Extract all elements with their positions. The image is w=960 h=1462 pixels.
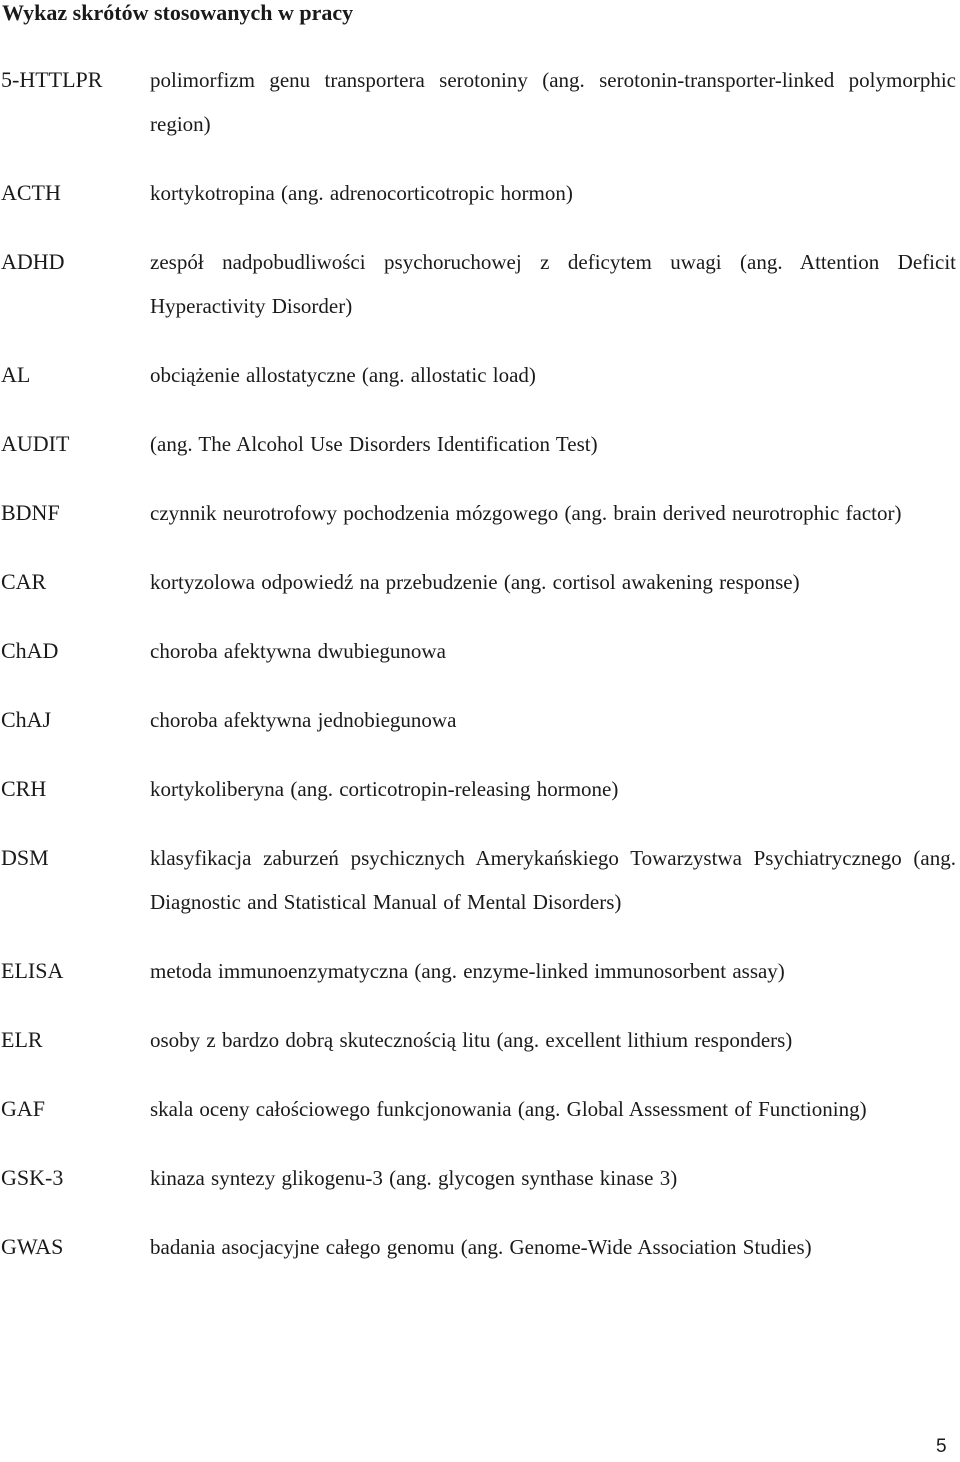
abbreviation-definition: badania asocjacyjne całego genomu (ang. Genome-Wide Association Studies): [150, 1235, 812, 1259]
abbreviation-term: GAF: [1, 1096, 46, 1121]
abbreviation-definition: choroba afektywna jednobiegunowa: [150, 708, 457, 732]
abbreviation-definition: obciążenie allostatyczne (ang. allostatic load): [150, 363, 536, 387]
abbreviation-term: BDNF: [1, 500, 60, 525]
abbreviation-definition: kinaza syntezy glikogenu-3 (ang. glycogen synthase kinase 3): [150, 1166, 678, 1190]
abbreviation-definition: (ang. The Alcohol Use Disorders Identification Test): [150, 432, 598, 456]
abbreviation-entry: [0, 58, 960, 146]
abbreviation-definition: zespół nadpobudliwości psychoruchowej z deficytem uwagi (ang. Attention Deficit Hyperactivity Disorder): [150, 250, 956, 318]
abbreviation-entry: [0, 1225, 960, 1269]
abbreviation-definition: skala oceny całościowego funkcjonowania (ang. Global Assessment of Functioning): [150, 1097, 867, 1121]
abbreviation-entry: [0, 1087, 960, 1131]
abbreviation-definition: kortykoliberyna (ang. corticotropin-releasing hormone): [150, 777, 619, 801]
abbreviation-entry: [0, 353, 960, 397]
abbreviation-entry: [0, 629, 960, 673]
abbreviation-entry: [0, 1156, 960, 1200]
abbreviation-term: ACTH: [1, 180, 61, 205]
abbreviation-entry: [0, 698, 960, 742]
abbreviation-term: ELR: [1, 1027, 43, 1052]
abbreviation-definition: kortykotropina (ang. adrenocorticotropic hormon): [150, 181, 573, 205]
abbreviation-definition: choroba afektywna dwubiegunowa: [150, 639, 446, 663]
abbreviation-definition: metoda immunoenzymatyczna (ang. enzyme-linked immunosorbent assay): [150, 959, 785, 983]
abbreviation-entry: [0, 491, 960, 535]
abbreviation-definition: klasyfikacja zaburzeń psychicznych Amerykańskiego Towarzystwa Psychiatrycznego (ang. Diagnostic and Statistical Manual of Mental Disorders): [150, 846, 956, 914]
abbreviation-entry: [0, 560, 960, 604]
abbreviation-term: ChAD: [1, 638, 59, 663]
page-heading: Wykaz skrótów stosowanych w pracy: [2, 0, 354, 25]
abbreviation-term: ADHD: [1, 249, 65, 274]
abbreviation-entry: [0, 422, 960, 466]
abbreviation-term: AL: [1, 362, 31, 387]
abbreviation-entry: [0, 836, 960, 924]
abbreviation-entry: [0, 171, 960, 215]
abbreviation-term: ELISA: [1, 958, 64, 983]
abbreviation-term: GWAS: [1, 1234, 64, 1259]
abbreviation-entry: [0, 949, 960, 993]
abbreviation-entry: [0, 1018, 960, 1062]
abbreviation-definition: osoby z bardzo dobrą skutecznością litu (ang. excellent lithium responders): [150, 1028, 793, 1052]
abbreviation-entry: [0, 767, 960, 811]
abbreviation-definition: czynnik neurotrofowy pochodzenia mózgowego (ang. brain derived neurotrophic factor): [150, 501, 902, 525]
abbreviation-list: [0, 58, 960, 1294]
abbreviation-term: DSM: [1, 845, 49, 870]
abbreviation-term: GSK-3: [1, 1165, 64, 1190]
abbreviation-term: AUDIT: [1, 431, 70, 456]
abbreviation-definition: polimorfizm genu transportera serotoniny (ang. serotonin-transporter-linked polymorphic region): [150, 68, 956, 136]
abbreviation-entry: [0, 240, 960, 328]
page-number: 5: [936, 1436, 947, 1457]
abbreviation-definition: kortyzolowa odpowiedź na przebudzenie (ang. cortisol awakening response): [150, 570, 800, 594]
abbreviation-term: CAR: [1, 569, 47, 594]
abbreviation-term: 5-HTTLPR: [1, 67, 103, 92]
abbreviation-term: CRH: [1, 776, 47, 801]
abbreviation-term: ChAJ: [1, 707, 52, 732]
